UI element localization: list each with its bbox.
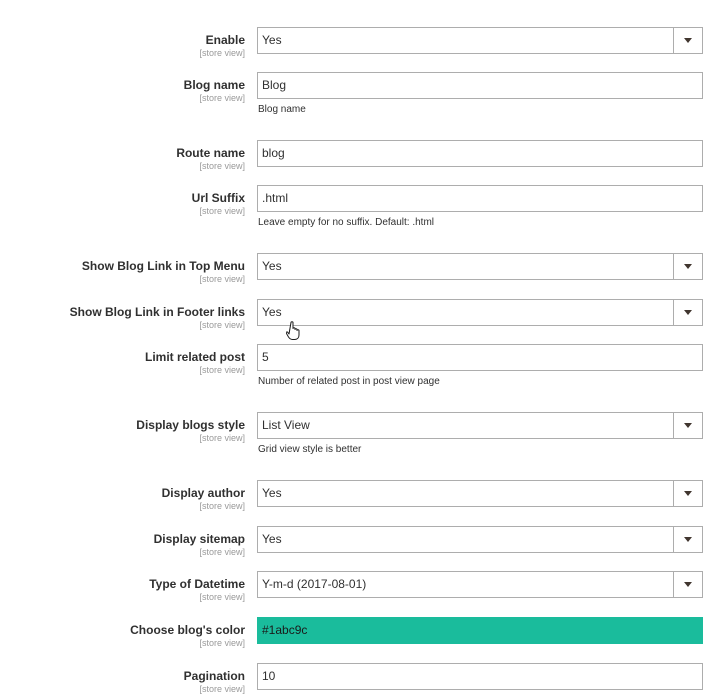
blog-color-input[interactable] — [257, 617, 703, 644]
chevron-down-icon — [684, 38, 692, 43]
display-style-title: Display blogs style — [136, 418, 245, 432]
datetime-type-dropdown-button[interactable] — [673, 572, 702, 597]
display-sitemap-scope: [store view] — [199, 547, 245, 557]
url-suffix-value: .html — [262, 191, 289, 205]
limit-related-note: Number of related post in post view page — [258, 376, 440, 387]
display-style-dropdown-button[interactable] — [673, 413, 702, 438]
limit-related-label — [145, 350, 245, 375]
display-author-label — [162, 486, 245, 511]
pagination-input[interactable] — [257, 663, 703, 690]
enable-title: Enable — [205, 33, 245, 47]
chevron-down-icon — [684, 310, 692, 315]
datetime-type-select[interactable] — [257, 571, 703, 598]
top-menu-scope: [store view] — [199, 274, 245, 284]
blog-name-input[interactable] — [257, 72, 703, 99]
route-name-input[interactable] — [257, 140, 703, 167]
display-author-select[interactable] — [257, 480, 703, 507]
chevron-down-icon — [684, 537, 692, 542]
top-menu-value: Yes — [262, 259, 282, 273]
limit-related-scope: [store view] — [199, 365, 245, 375]
footer-links-select[interactable] — [257, 299, 703, 326]
route-name-scope: [store view] — [199, 161, 245, 171]
route-name-title: Route name — [176, 146, 245, 160]
footer-links-value: Yes — [262, 305, 282, 319]
blog-name-note: Blog name — [258, 104, 306, 115]
display-sitemap-label — [154, 532, 245, 557]
top-menu-title: Show Blog Link in Top Menu — [81, 259, 245, 273]
route-name-label — [176, 146, 245, 171]
display-author-scope: [store view] — [199, 501, 245, 511]
chevron-down-icon — [684, 264, 692, 269]
url-suffix-scope: [store view] — [199, 206, 245, 216]
enable-scope: [store view] — [199, 48, 245, 58]
chevron-down-icon — [684, 423, 692, 428]
chevron-down-icon — [684, 491, 692, 496]
display-style-note: Grid view style is better — [258, 444, 362, 455]
datetime-type-label — [149, 577, 245, 602]
route-name-value: blog — [262, 146, 285, 160]
pagination-label — [184, 669, 245, 694]
blog-name-value: Blog — [262, 78, 287, 92]
display-sitemap-dropdown-button[interactable] — [673, 527, 702, 552]
display-author-dropdown-button[interactable] — [673, 481, 702, 506]
display-author-value: Yes — [262, 486, 282, 500]
display-sitemap-value: Yes — [262, 532, 282, 546]
display-style-select[interactable] — [257, 412, 703, 439]
display-style-label — [136, 418, 245, 443]
blog-color-scope: [store view] — [199, 638, 245, 648]
enable-value: Yes — [262, 33, 282, 47]
limit-related-title: Limit related post — [144, 350, 245, 364]
footer-links-scope: [store view] — [199, 320, 245, 330]
top-menu-dropdown-button[interactable] — [673, 254, 702, 279]
url-suffix-note: Leave empty for no suffix. Default: .html — [258, 217, 435, 228]
pagination-value: 10 — [262, 669, 276, 683]
blog-color-title: Choose blog's color — [130, 623, 245, 637]
datetime-type-scope: [store view] — [199, 592, 245, 602]
footer-links-label — [70, 305, 245, 330]
top-menu-label — [82, 259, 245, 284]
limit-related-value: 5 — [262, 350, 269, 364]
url-suffix-input[interactable] — [257, 185, 703, 212]
enable-label — [199, 33, 245, 58]
chevron-down-icon — [684, 582, 692, 587]
limit-related-input[interactable] — [257, 344, 703, 371]
datetime-type-value: Y-m-d (2017-08-01) — [262, 577, 367, 591]
pagination-scope: [store view] — [199, 684, 245, 694]
blog-name-label — [184, 78, 245, 103]
enable-dropdown-button[interactable] — [673, 28, 702, 53]
url-suffix-title: Url Suffix — [191, 191, 245, 205]
datetime-type-title: Type of Datetime — [149, 577, 245, 591]
blog-color-label — [130, 623, 245, 648]
pagination-title: Pagination — [183, 669, 245, 683]
display-author-title: Display author — [161, 486, 245, 500]
hand-pointer-cursor-icon — [286, 321, 302, 341]
blog-name-title: Blog name — [183, 78, 245, 92]
top-menu-select[interactable] — [257, 253, 703, 280]
display-sitemap-select[interactable] — [257, 526, 703, 553]
display-style-value: List View — [262, 418, 310, 432]
enable-select[interactable] — [257, 27, 703, 54]
footer-links-dropdown-button[interactable] — [673, 300, 702, 325]
blog-name-scope: [store view] — [199, 93, 245, 103]
footer-links-title: Show Blog Link in Footer links — [69, 305, 245, 319]
blog-color-value: #1abc9c — [262, 623, 308, 637]
display-sitemap-title: Display sitemap — [153, 532, 245, 546]
display-style-scope: [store view] — [199, 433, 245, 443]
url-suffix-label — [192, 191, 245, 216]
